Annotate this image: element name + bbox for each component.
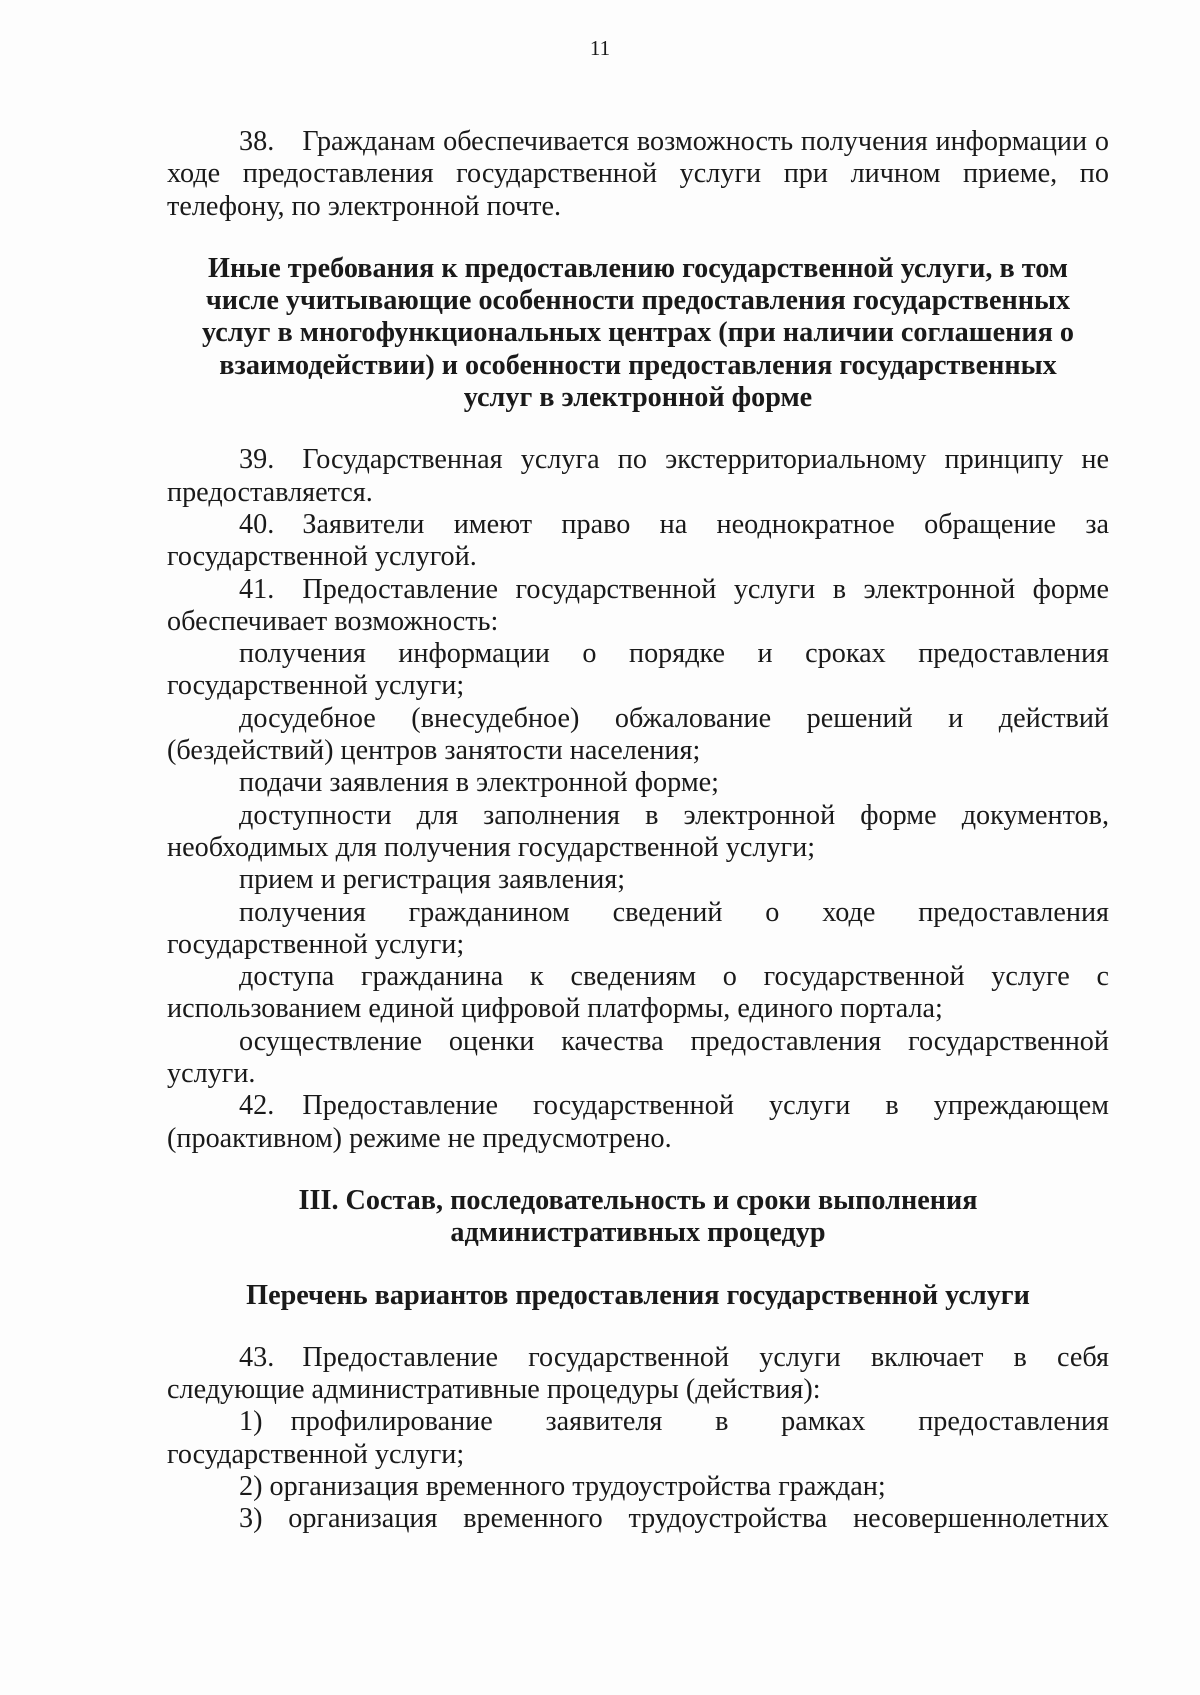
paragraph-43: 43. Предоставление государственной услуги включает в себя следующие административные процедуры (действия):: [167, 1341, 1109, 1406]
paragraph-42: 42. Предоставление государственной услуги в упреждающем (проактивном) режиме не предусмотрено.: [167, 1090, 1109, 1154]
section-heading-iii: [288, 1185, 988, 1250]
list-item: 1) профилирование заявителя в рамках предоставления государственной услуги;: [167, 1406, 1109, 1470]
list-item: 2) организация временного трудоустройства граждан;: [239, 1470, 886, 1502]
document-body: [167, 126, 1109, 1536]
list-item: 3) организация временного трудоустройства несовершеннолетних: [239, 1503, 1109, 1535]
subsection-heading-variants: [167, 1280, 1109, 1312]
section-heading-other-requirements: [188, 253, 1088, 414]
list-item: подачи заявления в электронной форме;: [239, 767, 719, 799]
paragraph-39: 39. Государственная услуга по экстерриториальному принципу не предоставляется.: [167, 444, 1109, 508]
page-number: 11: [589, 36, 611, 60]
list-item: получения информации о порядке и сроках предоставления государственной услуги;: [167, 638, 1109, 702]
list-item: досудебное (внесудебное) обжалование решений и действий (бездействий) центров занятости населения;: [167, 702, 1109, 767]
list-item: получения гражданином сведений о ходе предоставления государственной услуги;: [167, 896, 1109, 960]
list-item: доступа гражданина к сведениям о государственной услуге с использованием единой цифровой платформы, единого портала;: [167, 961, 1109, 1025]
list-item: доступности для заполнения в электронной форме документов, необходимых для получения государственной услуги;: [167, 799, 1109, 863]
heading-text: Иные требования к предоставлению государственной услуги, в том числе учитывающие особенности предоставления государственных услуг в многофункциональных центрах (при наличии соглашения о взаимодействии) и особенности предоставления государственных услуг в электронной форме: [202, 252, 1074, 414]
list-item: прием и регистрация заявления;: [239, 864, 626, 896]
heading-text: Перечень вариантов предоставления государственной услуги: [246, 1279, 1030, 1311]
paragraph-38: 38. Гражданам обеспечивается возможность получения информации о ходе предоставления государственной услуги при личном приеме, по телефону, по электронной почте.: [167, 126, 1109, 222]
paragraph-40: 40. Заявители имеют право на неоднократное обращение за государственной услугой.: [167, 508, 1109, 573]
paragraph-41: 41. Предоставление государственной услуги в электронной форме обеспечивает возможность:: [167, 573, 1109, 637]
heading-text: III. Состав, последовательность и сроки выполнения административных процедур: [298, 1184, 978, 1249]
list-item: осуществление оценки качества предоставления государственной услуги.: [167, 1025, 1109, 1090]
